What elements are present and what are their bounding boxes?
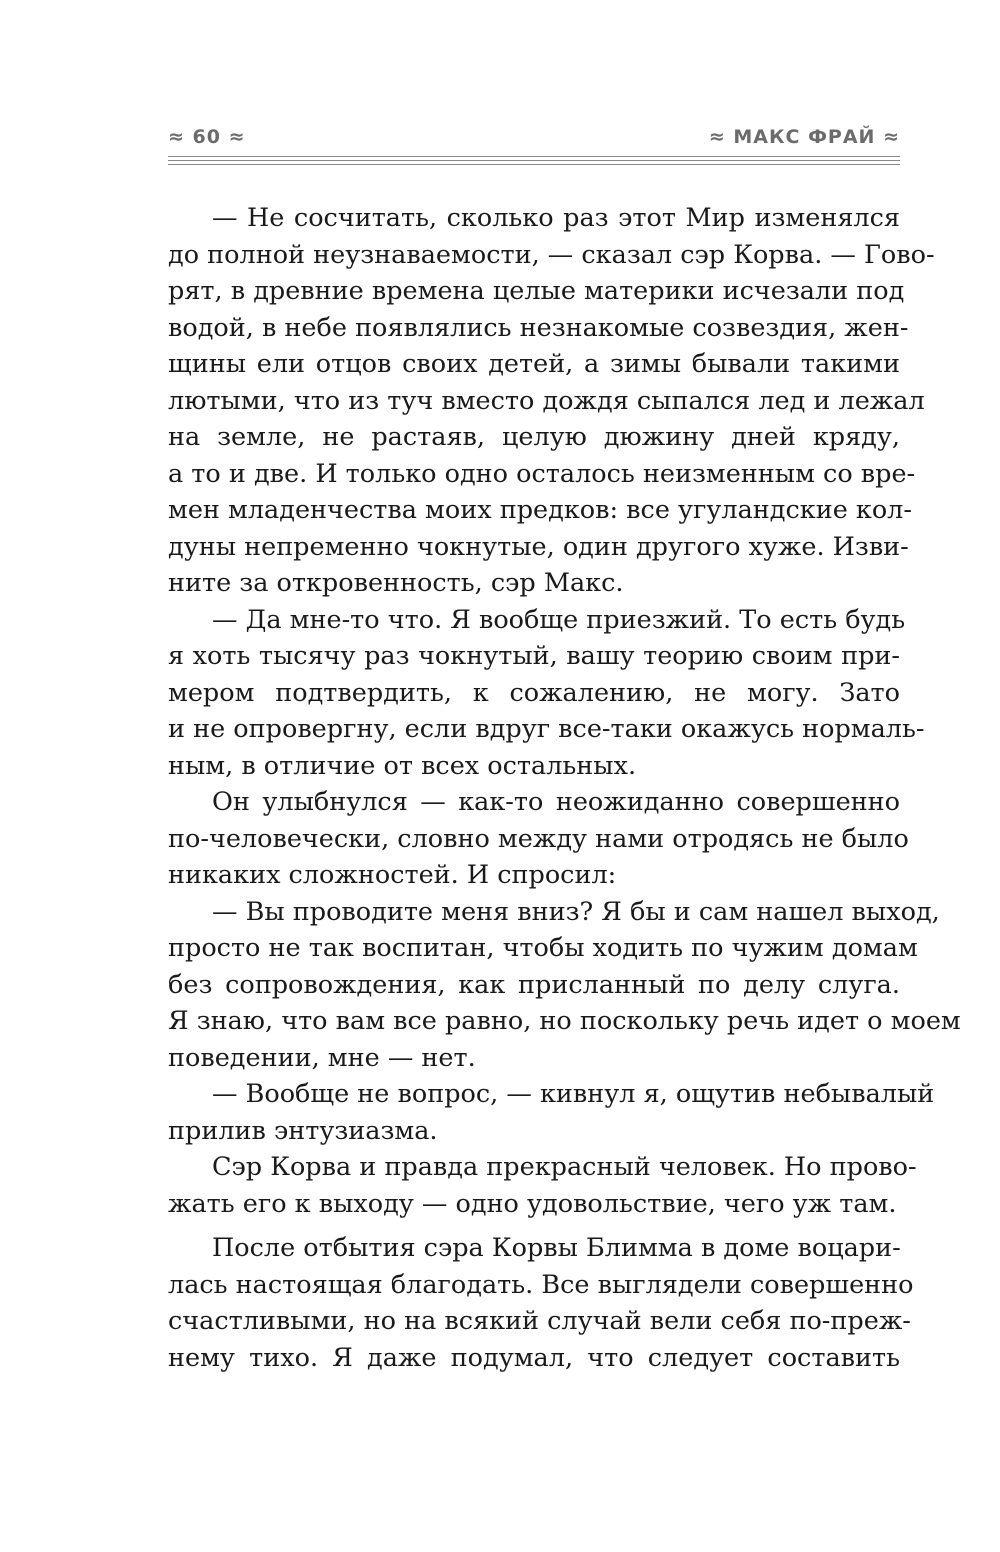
text-line: — Не сосчитать, сколько раз этот Мир изменялся (212, 203, 900, 233)
body-text (168, 200, 961, 1376)
text-line: нему тихо. Я даже подумал, что следует составить (168, 1342, 900, 1373)
text-line: рят, в древние времена целые материки исчезали под (168, 276, 905, 306)
text-line: — Да мне-то что. Я вообще приезжий. То есть будь (212, 604, 906, 635)
text-line: ните за откровенность, сэр Макс. (168, 568, 624, 598)
page-number: ≈ 60 ≈ (168, 126, 246, 148)
text-line: Он улыбнулся — как-то неожиданно совершенно (212, 787, 900, 817)
text-line: щины ели отцов своих детей, а зимы бывали такими (168, 349, 900, 379)
text-line: никаких сложностей. И спросил: (168, 860, 617, 890)
text-line: просто не так воспитан, чтобы ходить по чужим домам (168, 933, 918, 963)
text-line: я хоть тысячу раз чокнутый, вашу теорию своим при- (168, 641, 900, 671)
author-name: ≈ МАКС ФРАЙ ≈ (708, 126, 900, 148)
text-line: — Вы проводите меня вниз? Я бы и сам нашел выход, (212, 896, 940, 927)
text-line: счастливыми, но на всякий случай вели себя по-преж- (168, 1306, 911, 1336)
text-line: Сэр Корва и правда прекрасный человек. Но прово- (212, 1152, 917, 1182)
text-line: После отбытия сэра Корвы Блимма в доме воцари- (212, 1233, 901, 1263)
text-line: на земле, не растаяв, целую дюжину дней кряду, (168, 422, 900, 452)
text-line: до полной неузнаваемости, — сказал сэр Корва. — Гово- (168, 239, 935, 270)
header-rule (168, 160, 900, 161)
text-line: — Вообще не вопрос, — кивнул я, ощутив небывалый (212, 1079, 935, 1109)
header-rule (168, 156, 900, 157)
text-line: и не опровергну, если вдруг все-таки окажусь нормаль- (168, 714, 925, 744)
running-head (168, 126, 900, 156)
text-line: Я знаю, что вам все равно, но поскольку речь идет о моем (168, 1006, 961, 1036)
text-line: прилив энтузиазма. (168, 1115, 438, 1146)
text-line: жать его к выходу — одно удовольствие, чего уж там. (168, 1188, 897, 1219)
text-line: лась настоящая благодать. Все выглядели совершенно (168, 1269, 914, 1300)
text-line: мером подтвердить, к сожалению, не могу. Зато (168, 677, 900, 708)
text-line: по-человечески, словно между нами отродясь не было (168, 823, 909, 854)
text-line: без сопровождения, как присланный по делу слуга. (168, 969, 900, 1000)
header-rule (168, 164, 900, 165)
text-line: поведении, мне — нет. (168, 1042, 476, 1073)
text-line: водой, в небе появлялись незнакомые созвездия, жен- (168, 312, 909, 343)
text-line: лютыми, что из туч вместо дождя сыпался лед и лежал (168, 385, 925, 416)
text-line: мен младенчества моих предков: все угуландские кол- (168, 495, 912, 525)
text-line: а то и две. И только одно осталось неизменным со вре- (168, 458, 916, 489)
section-gap (168, 1222, 900, 1230)
text-line: дуны непременно чокнутые, один другого хуже. Изви- (168, 531, 909, 562)
text-line: ным, в отличие от всех остальных. (168, 750, 637, 781)
